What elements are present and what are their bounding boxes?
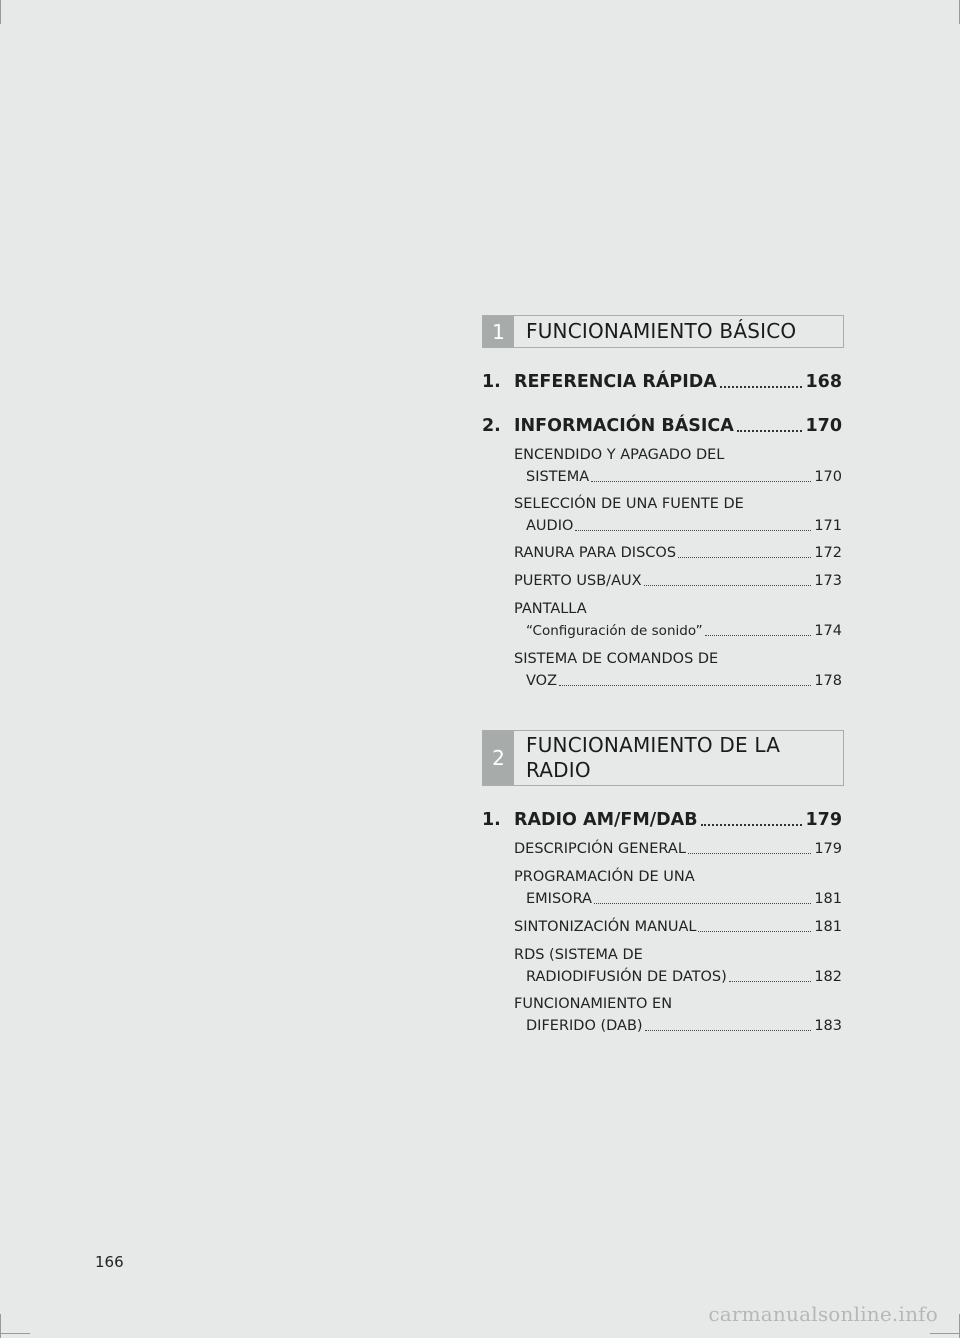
leader-dots xyxy=(720,370,803,388)
page-ref: 170 xyxy=(805,416,842,436)
toc-sub-entry[interactable]: ENCENDIDO Y APAGADO DEL SISTEMA 170 xyxy=(514,444,842,488)
leader-dots xyxy=(698,916,811,932)
leader-dots xyxy=(701,808,803,826)
section-title: FUNCIONAMIENTO DE LA RADIO xyxy=(526,733,781,782)
section-title: FUNCIONAMIENTO BÁSICO xyxy=(526,319,797,343)
leader-dots xyxy=(594,888,811,904)
toc-entry[interactable]: 1. RADIO AM/FM/DAB 179 xyxy=(482,810,842,830)
toc-sub-entry[interactable]: FUNCIONAMIENTO EN DIFERIDO (DAB) 183 xyxy=(514,993,842,1037)
page-ref: 181 xyxy=(814,919,842,935)
toc-sub-entry[interactable]: PROGRAMACIÓN DE UNA EMISORA 181 xyxy=(514,866,842,910)
page-ref: 181 xyxy=(814,891,842,907)
section-number: 2 xyxy=(483,731,514,785)
toc-sub-entry[interactable]: PANTALLA “Configuración de sonido” 174 xyxy=(514,598,842,642)
leader-dots xyxy=(644,570,812,586)
leader-dots xyxy=(645,1015,812,1031)
toc-entry[interactable]: 2. INFORMACIÓN BÁSICA 170 xyxy=(482,416,842,436)
page-ref: 172 xyxy=(814,545,842,561)
page-ref: 178 xyxy=(814,673,842,689)
page-ref: 168 xyxy=(805,372,842,392)
toc-sub-entry[interactable]: SINTONIZACIÓN MANUAL 181 xyxy=(514,916,842,938)
toc-sub-entry[interactable]: SELECCIÓN DE UNA FUENTE DE AUDIO 171 xyxy=(514,493,842,537)
crop-mark-bottom-left xyxy=(0,1314,1,1338)
toc-entry[interactable]: 1. REFERENCIA RÁPIDA 168 xyxy=(482,372,842,392)
leader-dots xyxy=(559,670,811,686)
leader-dots xyxy=(729,966,812,982)
watermark: carmanualsonline.info xyxy=(708,1302,938,1326)
toc-sub-entry[interactable]: DESCRIPCIÓN GENERAL 179 xyxy=(514,838,842,860)
leader-dots xyxy=(678,542,811,558)
section-2-header xyxy=(482,730,844,786)
section-1-header xyxy=(482,315,844,348)
crop-mark-bottom-right-h xyxy=(930,1333,960,1334)
crop-mark-top-left xyxy=(0,0,1,24)
toc-sub-entry[interactable]: RANURA PARA DISCOS 172 xyxy=(514,542,842,564)
toc-sub-entry[interactable]: RDS (SISTEMA DE RADIODIFUSIÓN DE DATOS) 182 xyxy=(514,944,842,988)
page-ref: 174 xyxy=(814,623,842,639)
leader-dots xyxy=(705,620,812,636)
section-number: 1 xyxy=(483,316,514,347)
page-ref: 171 xyxy=(814,518,842,534)
leader-dots xyxy=(575,515,811,531)
page-ref: 182 xyxy=(814,969,842,985)
page-ref: 183 xyxy=(814,1018,842,1034)
toc-sub-entry[interactable]: PUERTO USB/AUX 173 xyxy=(514,570,842,592)
page-ref: 170 xyxy=(814,469,842,485)
crop-mark-bottom-left-h xyxy=(0,1333,30,1334)
leader-dots xyxy=(737,414,803,432)
leader-dots xyxy=(591,466,811,482)
leader-dots xyxy=(688,838,811,854)
toc-sub-entry[interactable]: SISTEMA DE COMANDOS DE VOZ 178 xyxy=(514,648,842,692)
page-ref: 179 xyxy=(814,841,842,857)
page-ref: 179 xyxy=(805,810,842,830)
page-number: 166 xyxy=(95,1253,124,1271)
page-ref: 173 xyxy=(814,573,842,589)
